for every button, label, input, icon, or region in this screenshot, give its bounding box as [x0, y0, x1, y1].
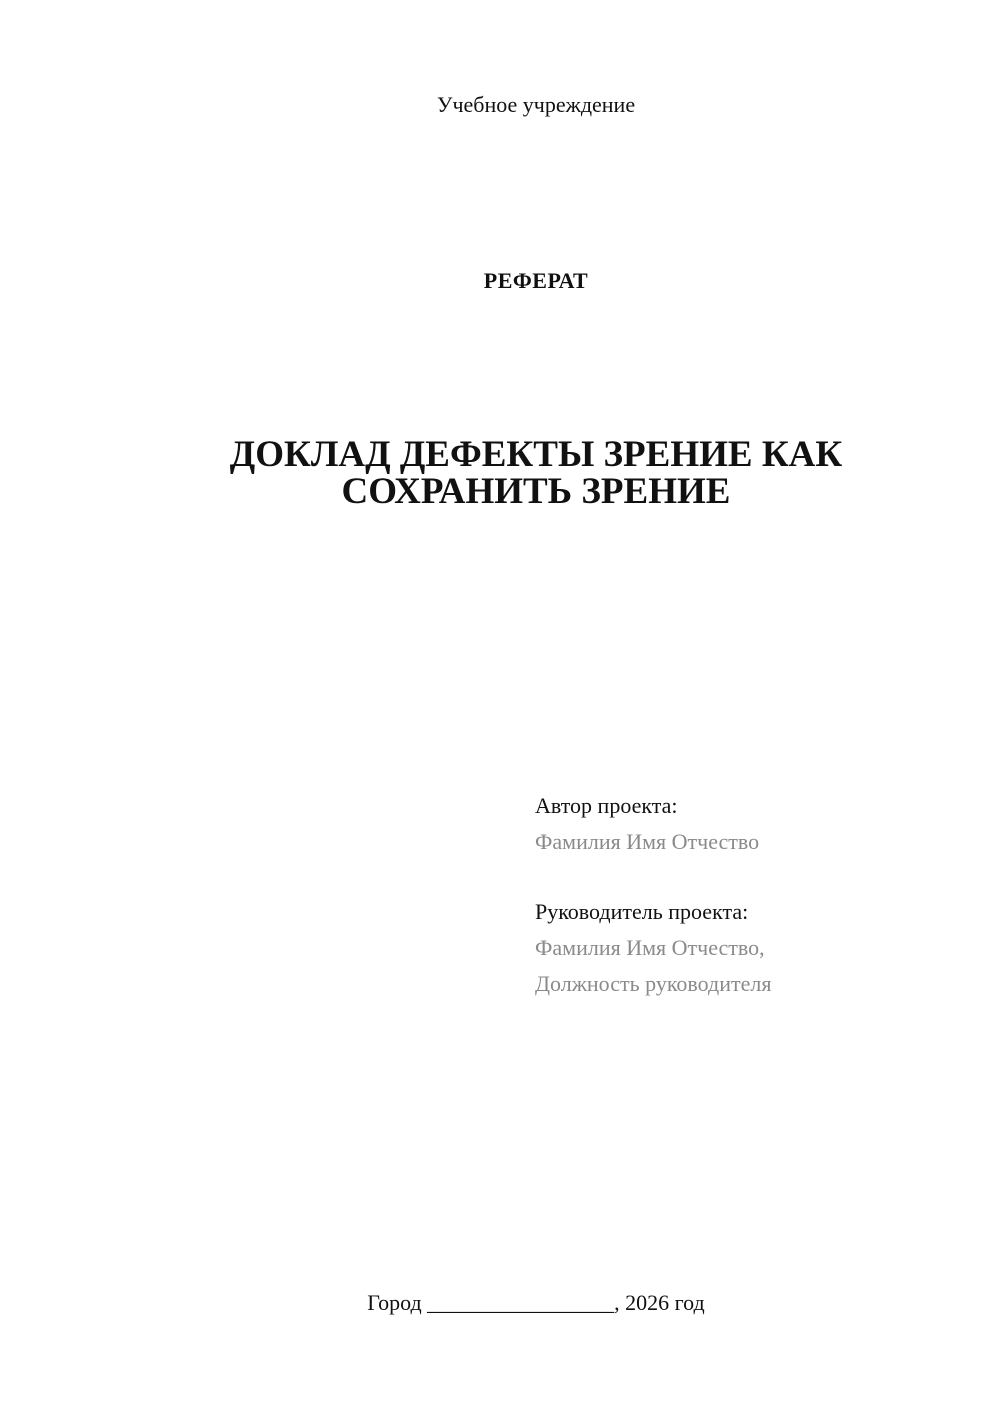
city-year-footer: Город _________________, 2026 год [367, 1290, 705, 1315]
supervisor-label: Руководитель проекта: [535, 899, 749, 924]
title-line-2: СОХРАНИТЬ ЗРЕНИЕ [341, 471, 731, 512]
supervisor-name-placeholder: Фамилия Имя Отчество, [535, 935, 765, 960]
institution-name: Учебное учреждение [436, 92, 636, 117]
title-line-1: ДОКЛАД ДЕФЕКТЫ ЗРЕНИЕ КАК [229, 434, 843, 475]
document-type-heading: РЕФЕРАТ [483, 268, 589, 293]
info-spacer [535, 860, 975, 894]
supervisor-position-placeholder: Должность руководителя [535, 971, 772, 996]
author-name-placeholder: Фамилия Имя Отчество [535, 829, 760, 854]
document-title [180, 436, 892, 510]
author-label: Автор проекта: [535, 793, 678, 818]
project-info-block [535, 788, 975, 1002]
